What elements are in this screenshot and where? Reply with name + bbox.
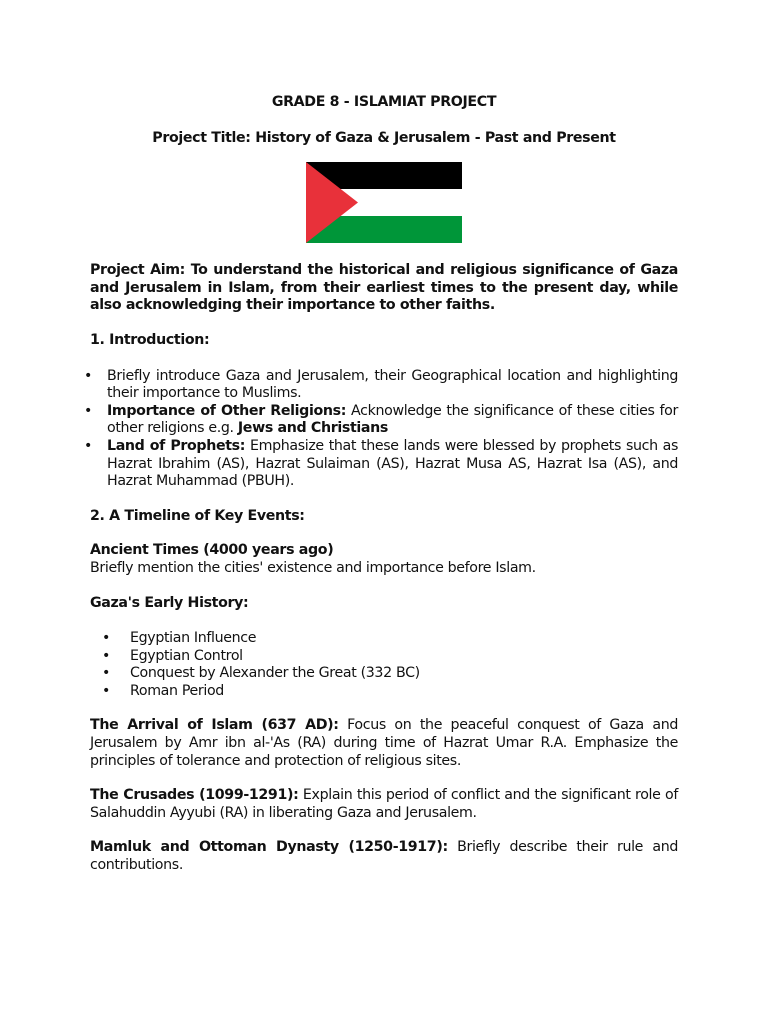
- list-item: [90, 665, 678, 683]
- bullet-icon: •: [102, 682, 111, 699]
- bullet-icon: •: [84, 402, 93, 419]
- document-page: [84, 94, 678, 875]
- ancient-times-text: Briefly mention the cities' existence and importance before Islam.: [90, 559, 536, 576]
- crusades-paragraph: [90, 787, 678, 822]
- introduction-heading: 1. Introduction:: [90, 331, 210, 348]
- list-item-bold: Importance of Other Religions:: [107, 402, 347, 419]
- list-item: [84, 367, 678, 403]
- project-title: Project Title: History of Gaza & Jerusalem - Past and Present: [152, 129, 616, 146]
- list-item-text: Acknowledge the significance of these cities for other religions e.g.: [107, 402, 678, 437]
- list-item: [90, 683, 678, 701]
- bullet-icon: •: [84, 437, 93, 454]
- list-item: [84, 437, 678, 491]
- gaza-early-history-list: [90, 630, 678, 700]
- arrival-of-islam-title: The Arrival of Islam (637 AD):: [90, 717, 339, 734]
- grade-title: GRADE 8 - ISLAMIAT PROJECT: [271, 94, 497, 110]
- list-item-bold: Land of Prophets:: [107, 437, 246, 454]
- introduction-list: [84, 367, 678, 491]
- project-aim: Project Aim: To understand the historical and religious significance of Gaza and Jerusalem in Islam, from their earliest times to the present day, while also acknowledging their importance to other faiths.: [90, 262, 678, 314]
- ancient-times-title: Ancient Times (4000 years ago): [90, 542, 334, 559]
- bullet-icon: •: [102, 665, 111, 682]
- bullet-icon: •: [84, 367, 93, 384]
- list-item-text: Emphasize that these lands were blessed by prophets such as Hazrat Ibrahim (AS), Hazrat Sulaiman (AS), Hazrat Musa AS, Hazrat Isa (AS), and Hazrat Muhammad (PBUH).: [107, 437, 678, 490]
- list-item-text: Roman Period: [130, 682, 224, 699]
- mamluk-ottoman-paragraph: [90, 839, 678, 874]
- bullet-icon: •: [102, 647, 111, 664]
- crusades-title: The Crusades (1099-1291):: [90, 787, 299, 804]
- list-item-text: Conquest by Alexander the Great (332 BC): [130, 665, 420, 682]
- bullet-icon: •: [102, 630, 111, 647]
- gaza-early-history-title: Gaza's Early History:: [90, 594, 249, 611]
- arrival-of-islam-text: Focus on the peaceful conquest of Gaza and Jerusalem by Amr ibn al-'As (RA) during time of Hazrat Umar R.A. Emphasize the principles of tolerance and protection of religious sites.: [90, 717, 678, 769]
- list-item-text: Egyptian Influence: [130, 630, 257, 647]
- list-item-bold-tail: Jews and Christians: [237, 420, 388, 437]
- list-item-text: Egyptian Control: [130, 647, 243, 664]
- list-item: [90, 648, 678, 666]
- mamluk-ottoman-text: Briefly describe their rule and contributions.: [90, 839, 678, 874]
- arrival-of-islam-paragraph: [90, 717, 678, 770]
- list-item-text: Briefly introduce Gaza and Jerusalem, their Geographical location and highlighting their importance to Muslims.: [107, 367, 678, 402]
- list-item: [90, 630, 678, 648]
- list-item: [84, 402, 678, 438]
- crusades-text: Explain this period of conflict and the significant role of Salahuddin Ayyubi (RA) in liberating Gaza and Jerusalem.: [90, 787, 678, 821]
- timeline-heading: 2. A Timeline of Key Events:: [90, 507, 305, 524]
- mamluk-ottoman-title: Mamluk and Ottoman Dynasty (1250-1917):: [90, 839, 448, 856]
- palestinian-flag-icon: [306, 162, 462, 243]
